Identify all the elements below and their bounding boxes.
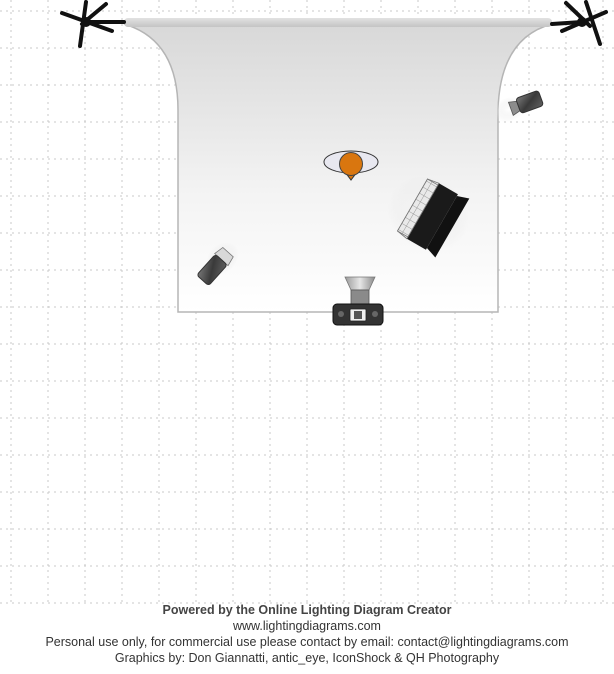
credits-text: Graphics by: Don Giannatti, antic_eye, IconShock & QH Photography — [114, 651, 500, 665]
footer — [0, 602, 614, 666]
background-stand-left-icon — [62, 2, 124, 46]
background-stand-right-icon — [552, 2, 606, 44]
powered-by-text: Powered by the Online Lighting Diagram Creator — [162, 603, 452, 617]
website-link[interactable]: www.lightingdiagrams.com — [233, 619, 381, 633]
license-text: Personal use only, for commercial use please contact by email: contact@lightingdiagrams.com — [45, 635, 569, 649]
